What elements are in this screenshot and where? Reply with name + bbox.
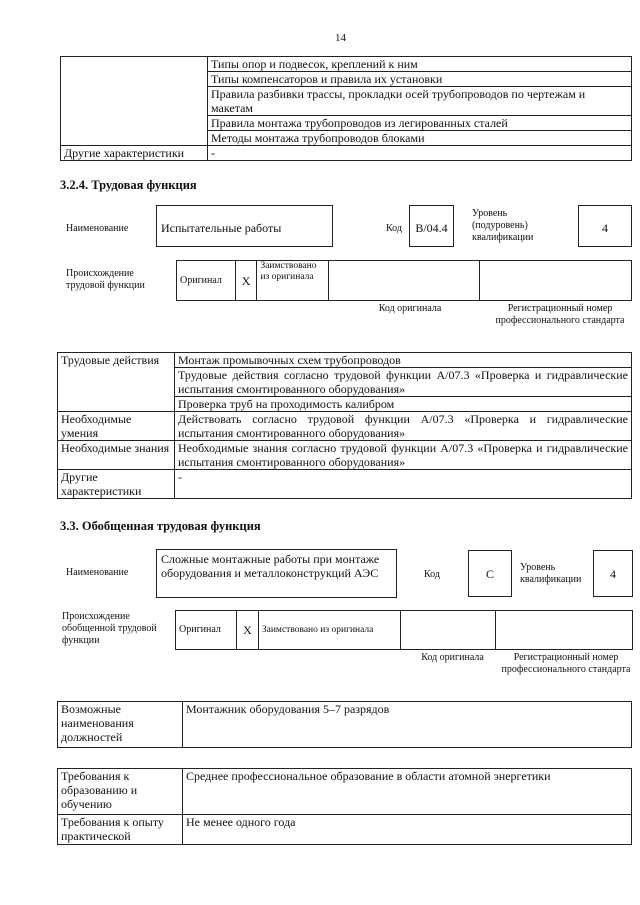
- requirements-table: [57, 768, 632, 845]
- original-label: Оригинал: [177, 261, 236, 301]
- reg-number-cell: [480, 261, 632, 301]
- knowledge-row: Методы монтажа трубопроводов блоками: [208, 131, 632, 146]
- level-value: 4: [602, 221, 608, 235]
- code-original-caption: Код оригинала: [378, 303, 442, 314]
- code-value: B/04.4: [415, 221, 448, 235]
- original-label: Оригинал: [176, 611, 237, 650]
- level-value: 4: [610, 567, 616, 581]
- positions-value: Монтажник оборудования 5–7 разрядов: [183, 702, 632, 748]
- code-original-caption: Код оригинала: [421, 652, 484, 663]
- education-label: Требования к образованию и обучению: [58, 769, 183, 815]
- function-name: Испытательные работы: [161, 221, 282, 235]
- other-characteristics-value: -: [208, 146, 632, 161]
- knowledge-row: Типы компенсаторов и правила их установки: [208, 72, 632, 87]
- knowledge-row: Правила монтажа трубопроводов из легированных сталей: [208, 116, 632, 131]
- code-box: [409, 205, 454, 247]
- action-item: Монтаж промывочных схем трубопроводов: [175, 353, 632, 368]
- level-box: [578, 205, 632, 247]
- borrowed-label: Заимствовано из оригинала: [258, 611, 400, 650]
- original-mark: X: [237, 611, 259, 650]
- education-value: Среднее профессиональное образование в области атомной энергетики: [183, 769, 632, 815]
- action-item: Проверка труб на проходимость калибром: [175, 397, 632, 412]
- knowledge-value: Необходимые знания согласно трудовой функции А/07.3 «Проверка и гидравлические испытания смонтированного оборудования»: [175, 441, 632, 470]
- origin-table: [176, 260, 632, 301]
- origin-label: Происхождение трудовой функции: [66, 268, 145, 291]
- code-label: Код: [386, 223, 402, 234]
- code-original-cell: [400, 611, 495, 650]
- skills-label: Необходимые умения: [58, 412, 175, 441]
- section-heading-324: 3.2.4. Трудовая функция: [60, 178, 197, 192]
- origin-table: [175, 610, 633, 650]
- other-characteristics-label: Другие характеристики: [61, 146, 208, 161]
- code-original-cell: [328, 261, 480, 301]
- skills-value: Действовать согласно трудовой функции А/07.3 «Проверка и гидравлические испытания смонтированного оборудования»: [175, 412, 632, 441]
- origin-label: Происхождение обобщенной трудовой функции: [62, 611, 157, 646]
- other-label: Другие характеристики: [58, 470, 175, 499]
- knowledge-row: Правила разбивки трассы, прокладки осей трубопроводов по чертежам и макетам: [208, 87, 632, 116]
- experience-label: Требования к опыту практической: [58, 815, 183, 845]
- top-knowledge-table: [60, 56, 632, 161]
- generalized-function-name: Сложные монтажные работы при монтаже оборудования и металлоконструкций АЭС: [161, 552, 380, 580]
- positions-label: Возможные наименования должностей: [58, 702, 183, 748]
- reg-number-caption: Регистрационный номер профессионального стандарта: [495, 303, 625, 326]
- other-value: -: [175, 470, 632, 499]
- name-label: Наименование: [66, 567, 129, 578]
- actions-label: Трудовые действия: [58, 353, 175, 412]
- reg-number-cell: [496, 611, 633, 650]
- name-label: Наименование: [66, 223, 129, 234]
- borrowed-label: Заимствовано из оригинала: [257, 261, 328, 301]
- level-box: [593, 550, 633, 597]
- generalized-function-name-box: [156, 549, 397, 598]
- page-number: 14: [335, 32, 346, 44]
- code-label: Код: [424, 569, 440, 580]
- section-heading-33: 3.3. Обобщенная трудовая функция: [60, 519, 261, 533]
- labor-function-table: [57, 352, 632, 499]
- code-box: [468, 550, 512, 597]
- knowledge-label: Необходимые знания: [58, 441, 175, 470]
- reg-number-caption: Регистрационный номер профессионального стандарта: [501, 652, 631, 675]
- experience-value: Не менее одного года: [183, 815, 632, 845]
- original-mark: X: [235, 261, 257, 301]
- positions-table: [57, 701, 632, 748]
- function-name-box: [156, 205, 333, 247]
- action-item: Трудовые действия согласно трудовой функции А/07.3 «Проверка и гидравлические испытания смонтированного оборудования»: [175, 368, 632, 397]
- knowledge-row: Типы опор и подвесок, креплений к ним: [208, 57, 632, 72]
- code-value: C: [485, 567, 494, 581]
- level-label: Уровень (подуровень) квалификации: [472, 208, 534, 243]
- level-label: Уровень квалификации: [520, 562, 582, 585]
